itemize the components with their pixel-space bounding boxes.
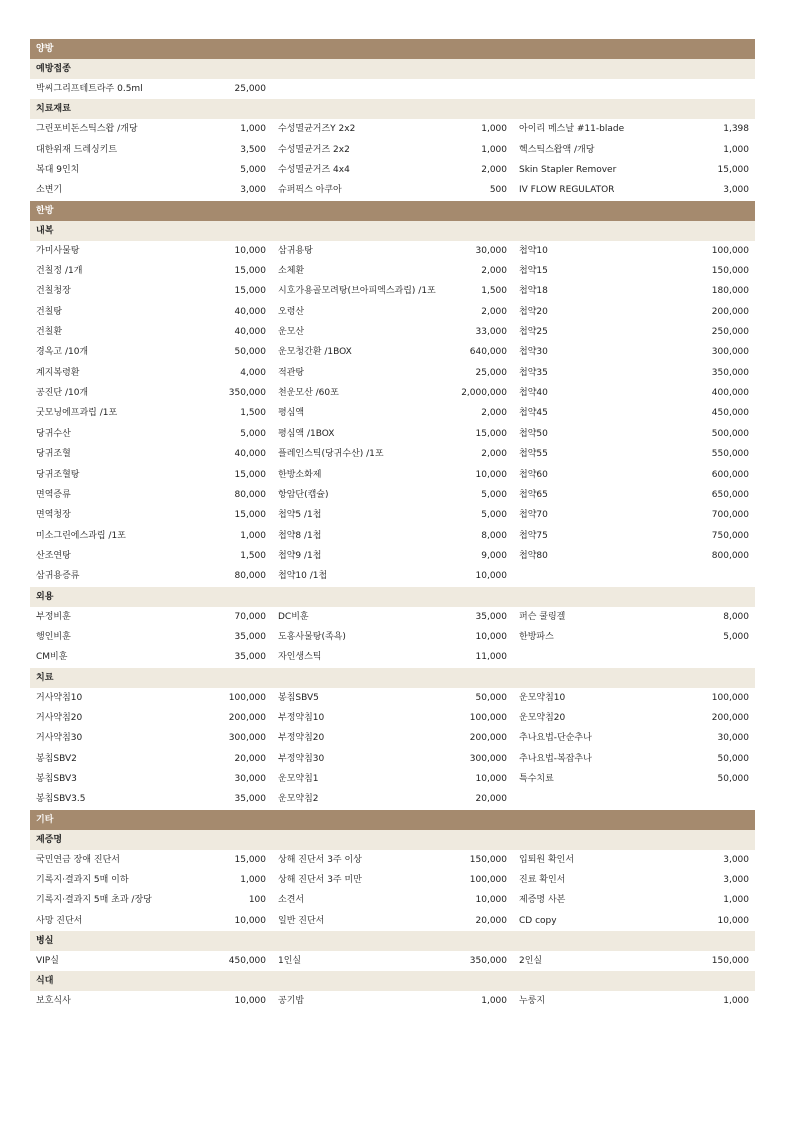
item-name: 거사약침30	[36, 733, 83, 744]
item-price: 180,000	[711, 286, 749, 297]
item-name: 건칠정 /1개	[36, 266, 83, 277]
price-row	[30, 119, 755, 139]
price-row	[30, 241, 755, 261]
item-name: 첩약20	[519, 306, 548, 317]
item-price: 50,000	[717, 773, 749, 784]
item-name: 첩약8 /1첩	[278, 530, 322, 541]
item-name: 기록지·결과지 5매 초과 /장당	[36, 895, 152, 906]
item-name: 첩약60	[519, 469, 548, 480]
item-name: 제증명 사본	[519, 895, 566, 906]
item-name: 첩약45	[519, 408, 548, 419]
item-name: 산조연탕	[36, 550, 71, 561]
item-price: 1,000	[240, 124, 266, 135]
item-name: 공기밥	[278, 996, 305, 1007]
price-row	[30, 607, 755, 627]
item-name: 봉침SBV5	[278, 692, 319, 703]
item-name: 소견서	[278, 895, 305, 906]
item-name: 수성멸균거즈 2x2	[278, 144, 350, 155]
price-row	[30, 546, 755, 566]
item-name: 당귀수산	[36, 428, 71, 439]
item-price: 15,000	[234, 266, 266, 277]
price-row	[30, 160, 755, 180]
item-name: 첩약65	[519, 489, 548, 500]
item-price: 15,000	[234, 854, 266, 865]
item-price: 2,000,000	[461, 388, 507, 399]
item-price: 150,000	[469, 854, 507, 865]
item-price: 11,000	[475, 652, 507, 663]
price-row	[30, 728, 755, 748]
item-price: 30,000	[717, 733, 749, 744]
item-name: 소변기	[36, 185, 63, 196]
item-name: 첩약25	[519, 327, 548, 338]
item-name: 적관탕	[278, 367, 305, 378]
item-name: 아이리 메스날 #11-blade	[519, 124, 625, 135]
item-name: 건칠탕	[36, 306, 63, 317]
item-price: 35,000	[234, 652, 266, 663]
item-price: 15,000	[475, 428, 507, 439]
item-name: 계지복령환	[36, 367, 80, 378]
price-row	[30, 485, 755, 505]
item-price: 15,000	[234, 510, 266, 521]
price-row	[30, 180, 755, 200]
item-price: 5,000	[723, 631, 749, 642]
price-row	[30, 261, 755, 281]
item-name: 운모약침20	[519, 712, 566, 723]
item-price: 10,000	[234, 245, 266, 256]
item-price: 2,000	[481, 266, 507, 277]
price-row	[30, 465, 755, 485]
item-price: 80,000	[234, 489, 266, 500]
price-row	[30, 749, 755, 769]
item-price: 250,000	[711, 327, 749, 338]
price-row	[30, 708, 755, 728]
item-name: 가미사물탕	[36, 245, 80, 256]
item-name: CD copy	[519, 915, 557, 926]
item-name: 면역증류	[36, 489, 71, 500]
item-price: 4,000	[240, 367, 266, 378]
fee-schedule-table	[30, 39, 755, 1012]
price-row	[30, 403, 755, 423]
price-row	[30, 688, 755, 708]
price-row	[30, 566, 755, 586]
item-price: 50,000	[475, 692, 507, 703]
item-price: 40,000	[234, 306, 266, 317]
item-name: 특수치료	[519, 773, 554, 784]
category-header: 제증명	[30, 830, 755, 850]
item-price: 10,000	[475, 571, 507, 582]
item-name: 운모약침1	[278, 773, 319, 784]
item-price: 1,000	[481, 996, 507, 1007]
price-row	[30, 890, 755, 910]
item-price: 5,000	[481, 510, 507, 521]
item-price: 1,000	[481, 144, 507, 155]
item-name: 누룽지	[519, 996, 546, 1007]
item-price: 1,000	[723, 144, 749, 155]
price-row	[30, 789, 755, 809]
item-name: 일반 진단서	[278, 915, 325, 926]
item-name: 미소그린에스과립 /1포	[36, 530, 126, 541]
item-name: 평심액	[278, 408, 305, 419]
item-name: 당귀조혈탕	[36, 469, 80, 480]
item-name: 공진단 /10개	[36, 388, 89, 399]
price-row	[30, 302, 755, 322]
item-price: 2,000	[481, 306, 507, 317]
price-row	[30, 951, 755, 971]
item-price: 2,000	[481, 165, 507, 176]
item-price: 8,000	[723, 611, 749, 622]
price-row	[30, 526, 755, 546]
item-price: 10,000	[717, 915, 749, 926]
item-price: 400,000	[711, 388, 749, 399]
item-price: 500	[489, 185, 507, 196]
item-price: 2,000	[481, 449, 507, 460]
item-price: 700,000	[711, 510, 749, 521]
item-name: 수성멸균거즈Y 2x2	[278, 124, 356, 135]
price-row	[30, 79, 755, 99]
item-name: 경옥고 /10개	[36, 347, 89, 358]
item-price: 200,000	[711, 306, 749, 317]
item-price: 3,000	[240, 185, 266, 196]
price-row	[30, 505, 755, 525]
section-header: 한방	[30, 201, 755, 221]
item-name: 굿모닝에프과립 /1포	[36, 408, 118, 419]
item-name: 부정비훈	[36, 611, 71, 622]
item-name: 보호식사	[36, 996, 71, 1007]
price-row	[30, 342, 755, 362]
price-row	[30, 140, 755, 160]
item-price: 1,000	[240, 530, 266, 541]
item-name: 상해 진단서 3주 이상	[278, 854, 362, 865]
item-price: 750,000	[711, 530, 749, 541]
category-header: 치료	[30, 668, 755, 688]
item-price: 10,000	[475, 773, 507, 784]
item-name: 봉침SBV3.5	[36, 794, 86, 805]
item-price: 100	[248, 895, 266, 906]
item-name: 복대 9인치	[36, 165, 80, 176]
item-price: 35,000	[234, 631, 266, 642]
item-name: CM비훈	[36, 652, 68, 663]
item-name: 도홍사물탕(족욕)	[278, 631, 346, 642]
price-row	[30, 850, 755, 870]
item-price: 800,000	[711, 550, 749, 561]
item-name: 첩약40	[519, 388, 548, 399]
item-price: 10,000	[234, 915, 266, 926]
item-price: 550,000	[711, 449, 749, 460]
item-name: 부정약침30	[278, 753, 325, 764]
category-header: 치료재료	[30, 99, 755, 119]
category-header: 외용	[30, 587, 755, 607]
section-header: 양방	[30, 39, 755, 59]
item-name: 자인생스틱	[278, 652, 322, 663]
item-price: 1,000	[240, 875, 266, 885]
price-row	[30, 383, 755, 403]
item-name: 항암단(캡슐)	[278, 489, 329, 500]
item-name: 진료 확인서	[519, 875, 566, 885]
item-price: 25,000	[234, 84, 266, 94]
item-price: 9,000	[481, 550, 507, 561]
item-price: 640,000	[469, 347, 507, 358]
item-name: 삼귀용탕	[278, 245, 313, 256]
item-name: 소체환	[278, 266, 305, 277]
item-name: 사망 진단서	[36, 915, 83, 926]
price-row	[30, 281, 755, 301]
item-name: 기록지·결과지 5매 이하	[36, 875, 129, 885]
category-header: 병실	[30, 931, 755, 951]
item-name: 첩약80	[519, 550, 548, 561]
item-name: 거사약침20	[36, 712, 83, 723]
item-price: 5,000	[240, 428, 266, 439]
item-name: 행인비훈	[36, 631, 71, 642]
item-name: 삼귀용증류	[36, 571, 80, 582]
price-row	[30, 769, 755, 789]
item-name: 부정약침10	[278, 712, 325, 723]
category-header: 예방접종	[30, 59, 755, 79]
item-price: 200,000	[711, 712, 749, 723]
category-header: 내복	[30, 221, 755, 241]
item-name: 부정약침20	[278, 733, 325, 744]
item-price: 3,000	[723, 185, 749, 196]
item-name: 한방소화제	[278, 469, 322, 480]
item-price: 1,000	[481, 124, 507, 135]
item-name: 첩약10	[519, 245, 548, 256]
item-price: 10,000	[475, 631, 507, 642]
item-price: 10,000	[475, 895, 507, 906]
item-name: 운모산	[278, 327, 305, 338]
item-price: 20,000	[475, 794, 507, 805]
item-price: 500,000	[711, 428, 749, 439]
item-price: 200,000	[469, 733, 507, 744]
item-price: 450,000	[711, 408, 749, 419]
item-name: 오령산	[278, 306, 305, 317]
item-name: 건칠환	[36, 327, 63, 338]
item-name: 봉침SBV2	[36, 753, 77, 764]
item-name: 박씨그리프테트라주 0.5ml	[36, 84, 143, 94]
item-name: 첩약10 /1첩	[278, 571, 328, 582]
item-name: 시호가용골모려탕(브아피엑스과립) /1포	[278, 286, 436, 297]
item-price: 600,000	[711, 469, 749, 480]
item-price: 50,000	[717, 753, 749, 764]
item-price: 350,000	[469, 956, 507, 967]
item-name: 첩약35	[519, 367, 548, 378]
item-price: 70,000	[234, 611, 266, 622]
price-row	[30, 647, 755, 667]
item-name: 첩약9 /1첩	[278, 550, 322, 561]
category-header: 식대	[30, 971, 755, 991]
section-header: 기타	[30, 810, 755, 830]
item-name: 첩약30	[519, 347, 548, 358]
item-price: 1,500	[240, 408, 266, 419]
item-name: 첩약5 /1첩	[278, 510, 322, 521]
item-name: DC비훈	[278, 611, 309, 622]
item-price: 80,000	[234, 571, 266, 582]
item-price: 8,000	[481, 530, 507, 541]
item-name: 운모청간환 /1BOX	[278, 347, 352, 358]
item-price: 100,000	[711, 692, 749, 703]
price-row	[30, 444, 755, 464]
item-price: 35,000	[234, 794, 266, 805]
item-name: 대한위재 드레싱키트	[36, 144, 118, 155]
item-price: 33,000	[475, 327, 507, 338]
item-price: 2,000	[481, 408, 507, 419]
item-name: 국민연금 장애 진단서	[36, 854, 120, 865]
item-name: 첩약70	[519, 510, 548, 521]
item-name: 당귀조혈	[36, 449, 71, 460]
item-name: 첩약55	[519, 449, 548, 460]
item-name: VIP실	[36, 956, 59, 967]
item-price: 300,000	[469, 753, 507, 764]
price-row	[30, 322, 755, 342]
item-price: 10,000	[234, 996, 266, 1007]
item-price: 150,000	[711, 266, 749, 277]
item-price: 10,000	[475, 469, 507, 480]
item-name: 수성멸균거즈 4x4	[278, 165, 350, 176]
item-name: 거사약침10	[36, 692, 83, 703]
item-name: 퍼슨 쿨링겔	[519, 611, 566, 622]
item-name: 첩약50	[519, 428, 548, 439]
item-name: 플레인스틱(당귀수산) /1포	[278, 449, 384, 460]
item-name: 1인실	[278, 956, 302, 967]
item-price: 15,000	[234, 469, 266, 480]
item-name: 2인실	[519, 956, 543, 967]
item-price: 40,000	[234, 327, 266, 338]
item-price: 300,000	[711, 347, 749, 358]
item-price: 5,000	[240, 165, 266, 176]
item-price: 15,000	[234, 286, 266, 297]
price-row	[30, 991, 755, 1011]
item-price: 350,000	[711, 367, 749, 378]
price-row	[30, 424, 755, 444]
item-name: 첩약18	[519, 286, 548, 297]
item-price: 150,000	[711, 956, 749, 967]
item-name: 평심액 /1BOX	[278, 428, 335, 439]
item-price: 300,000	[228, 733, 266, 744]
price-row	[30, 363, 755, 383]
item-price: 100,000	[228, 692, 266, 703]
item-name: 추나요법-복잡추나	[519, 753, 592, 764]
price-row	[30, 911, 755, 931]
item-price: 1,500	[481, 286, 507, 297]
item-name: 그린포비돈스틱스왑 /개당	[36, 124, 138, 135]
item-name: 한방파스	[519, 631, 554, 642]
item-name: 헥스틱스왑액 /개당	[519, 144, 595, 155]
price-row	[30, 627, 755, 647]
item-price: 5,000	[481, 489, 507, 500]
item-price: 20,000	[475, 915, 507, 926]
item-name: IV FLOW REGULATOR	[519, 185, 615, 196]
item-price: 100,000	[469, 712, 507, 723]
item-name: 운모약침2	[278, 794, 319, 805]
item-name: 건칠청장	[36, 286, 71, 297]
price-row	[30, 870, 755, 890]
item-price: 25,000	[475, 367, 507, 378]
item-price: 3,000	[723, 854, 749, 865]
item-price: 15,000	[717, 165, 749, 176]
item-price: 35,000	[475, 611, 507, 622]
item-name: 운모약침10	[519, 692, 566, 703]
item-name: 상해 진단서 3주 미만	[278, 875, 362, 885]
item-price: 50,000	[234, 347, 266, 358]
item-price: 30,000	[234, 773, 266, 784]
item-price: 40,000	[234, 449, 266, 460]
item-price: 1,000	[723, 996, 749, 1007]
item-price: 30,000	[475, 245, 507, 256]
item-name: 슈퍼픽스 아쿠아	[278, 185, 342, 196]
item-price: 350,000	[228, 388, 266, 399]
item-price: 1,000	[723, 895, 749, 906]
item-price: 1,500	[240, 550, 266, 561]
item-price: 100,000	[711, 245, 749, 256]
item-name: 봉침SBV3	[36, 773, 77, 784]
item-name: 면역청장	[36, 510, 71, 521]
item-name: Skin Stapler Remover	[519, 165, 617, 176]
item-name: 추나요법-단순추나	[519, 733, 592, 744]
item-name: 입퇴원 확인서	[519, 854, 575, 865]
item-name: 천운모산 /60포	[278, 388, 339, 399]
item-name: 첩약15	[519, 266, 548, 277]
item-price: 650,000	[711, 489, 749, 500]
item-price: 450,000	[228, 956, 266, 967]
item-price: 3,500	[240, 144, 266, 155]
item-price: 100,000	[469, 875, 507, 885]
item-price: 3,000	[723, 875, 749, 885]
item-price: 20,000	[234, 753, 266, 764]
item-price: 1,398	[723, 124, 749, 135]
item-name: 첩약75	[519, 530, 548, 541]
item-price: 200,000	[228, 712, 266, 723]
